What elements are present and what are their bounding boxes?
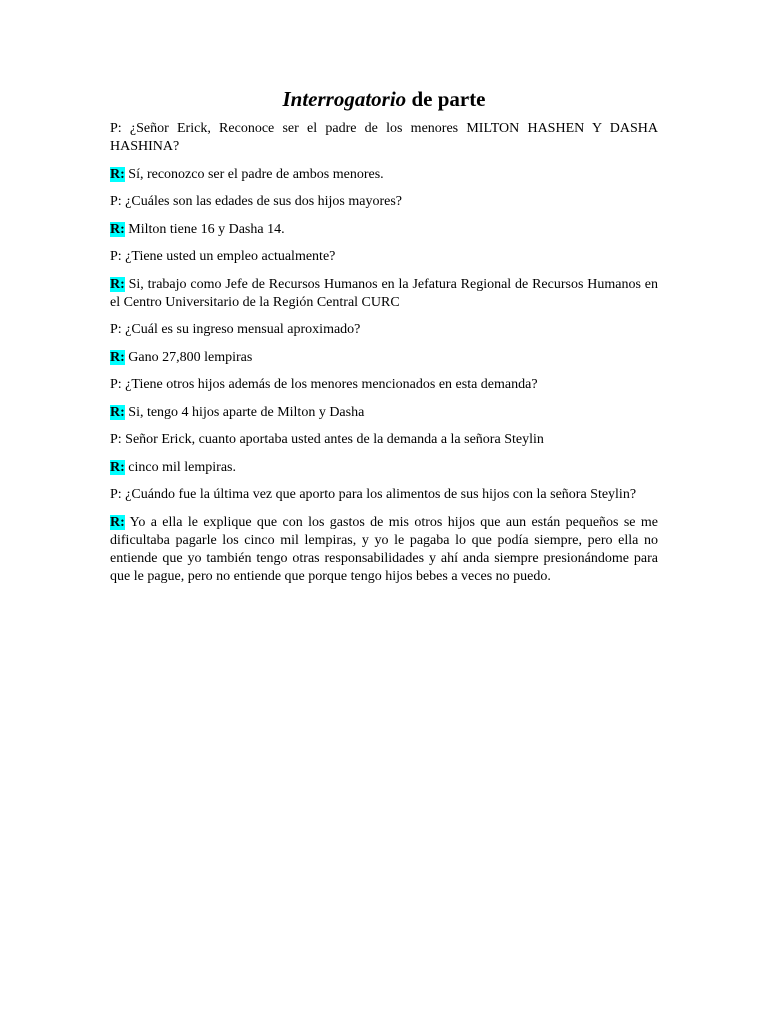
- answer-text: Si, tengo 4 hijos aparte de Milton y Dasha: [124, 404, 365, 420]
- question-text: P: ¿Señor Erick, Reconoce ser el padre de los menores MILTON HASHEN Y DASHA HASHINA?: [110, 121, 658, 154]
- question-5: [110, 376, 658, 394]
- question-2: [110, 193, 658, 211]
- answer-3: [110, 276, 658, 312]
- question-6: [110, 431, 658, 449]
- question-3: [110, 248, 658, 266]
- answer-marker: R:: [110, 166, 125, 182]
- answer-marker: R:: [110, 404, 125, 420]
- answer-marker: R:: [110, 459, 125, 475]
- answer-marker: R:: [110, 276, 125, 292]
- answer-marker: R:: [110, 221, 125, 237]
- answer-2: [110, 221, 658, 239]
- document-page: [110, 86, 658, 595]
- answer-1: [110, 166, 658, 184]
- document-title-rest: de parte: [406, 87, 486, 111]
- answer-4: [110, 349, 658, 367]
- answer-6: [110, 459, 658, 477]
- question-text: P: ¿Cuáles son las edades de sus dos hijos mayores?: [110, 194, 403, 209]
- answer-5: [110, 404, 658, 422]
- answer-7: [110, 514, 658, 586]
- question-text: P: ¿Cuál es su ingreso mensual aproximado?: [110, 322, 361, 337]
- question-text: P: ¿Tiene otros hijos además de los menores mencionados en esta demanda?: [110, 377, 538, 392]
- answer-text: Gano 27,800 lempiras: [124, 349, 253, 365]
- question-4: [110, 321, 658, 339]
- answer-marker: R:: [110, 514, 125, 530]
- answer-text: Sí, reconozco ser el padre de ambos menores.: [124, 166, 384, 182]
- answer-marker: R:: [110, 349, 125, 365]
- answer-text: Milton tiene 16 y Dasha 14.: [124, 221, 285, 237]
- answer-text: Si, trabajo como Jefe de Recursos Humanos en la Jefatura Regional de Recursos Humanos en el Centro Universitario de la Región Central CURC: [110, 276, 658, 310]
- question-1: [110, 120, 658, 156]
- question-text: P: Señor Erick, cuanto aportaba usted antes de la demanda a la señora Steylin: [110, 432, 544, 447]
- answer-text: Yo a ella le explique que con los gastos de mis otros hijos que aun están pequeños se me dificultaba pagarle los cinco mil lempiras, y yo le pagaba lo que podía siempre, pero ella no entiende que yo también tengo otras responsabilidades y ahí anda siempre presionándome para que le pague, pero no entiende que porque tengo hijos bebes a veces no puedo.: [110, 514, 658, 584]
- question-text: P: ¿Cuándo fue la última vez que aporto para los alimentos de sus hijos con la señora Steylin?: [110, 487, 637, 502]
- question-text: P: ¿Tiene usted un empleo actualmente?: [110, 249, 336, 264]
- answer-text: cinco mil lempiras.: [124, 459, 236, 475]
- document-title: [110, 86, 658, 112]
- document-title-italic: Interrogatorio: [282, 87, 407, 111]
- question-7: [110, 486, 658, 504]
